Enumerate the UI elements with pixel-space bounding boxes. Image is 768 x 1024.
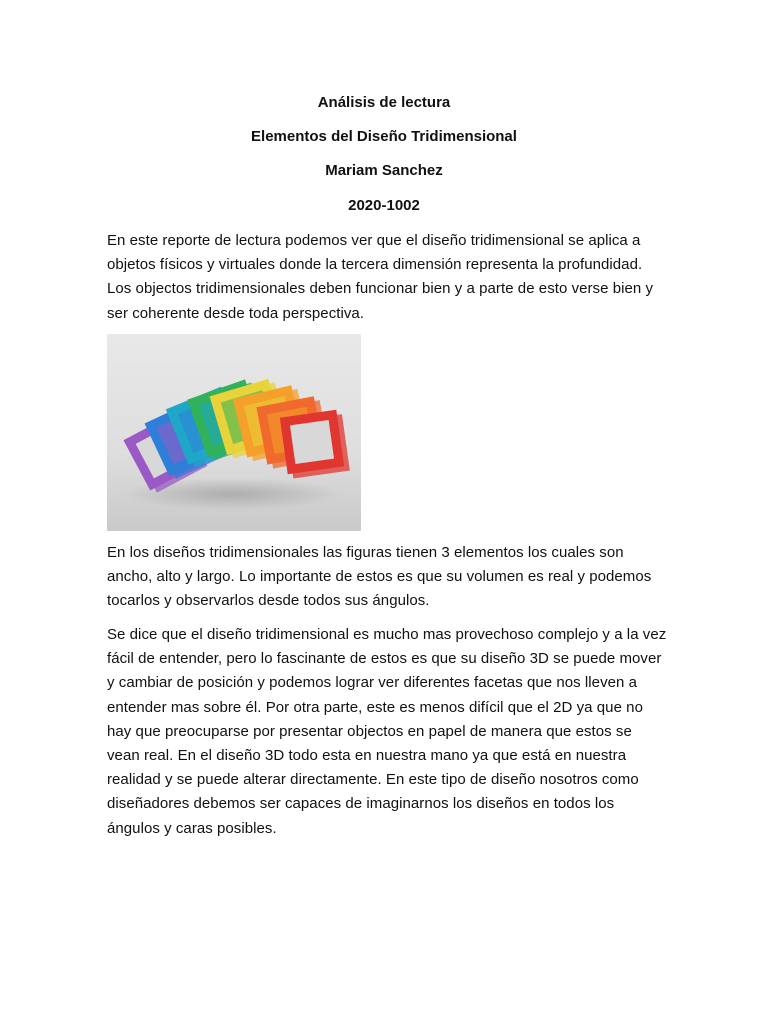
student-id: 2020-1002 [348, 197, 420, 214]
author-name: Mariam Sanchez [325, 162, 443, 179]
sculpture-illustration [107, 334, 361, 531]
paragraph-comparison: Se dice que el diseño tridimensional es mucho mas provechoso complejo y a la vez fácil de entender, pero lo fascinante de estos es que su diseño 3D se puede mover y cambiar de posición y podemos lograr ver diferentes facetas que nos lleven a entender mas sobre él. Por otra parte, este es menos difícil que el 2D ya que no hay que preocuparse por presentar objectos en papel de manera que estos se vean real. En el diseño 3D todo esta en nuestra mano ya que está en nuestra realidad y se puede alterar directamente. En este tipo de diseño nosotros como diseñadores debemos ser capaces de imaginarnos los diseños en todos los ángulos y caras posibles. [107, 626, 667, 837]
rainbow-cube-sculpture-photo [107, 334, 361, 531]
cube-frame [280, 409, 350, 479]
paragraph-elements: En los diseños tridimensionales las figuras tienen 3 elementos los cuales son ancho, alto y largo. Lo importante de estos es que su volumen es real y podemos tocarlos y observarlos desde todos sus ángulos. [107, 544, 652, 610]
document-subtitle: Elementos del Diseño Tridimensional [251, 128, 517, 145]
paragraph-intro: En este reporte de lectura podemos ver que el diseño tridimensional se aplica a objetos físicos y virtuales donde la tercera dimensión representa la profundidad. Los objectos tridimensionales deben funcionar bien y a parte de esto verse bien y ser coherente desde toda perspectiva. [107, 232, 654, 322]
document-title: Análisis de lectura [317, 94, 451, 111]
